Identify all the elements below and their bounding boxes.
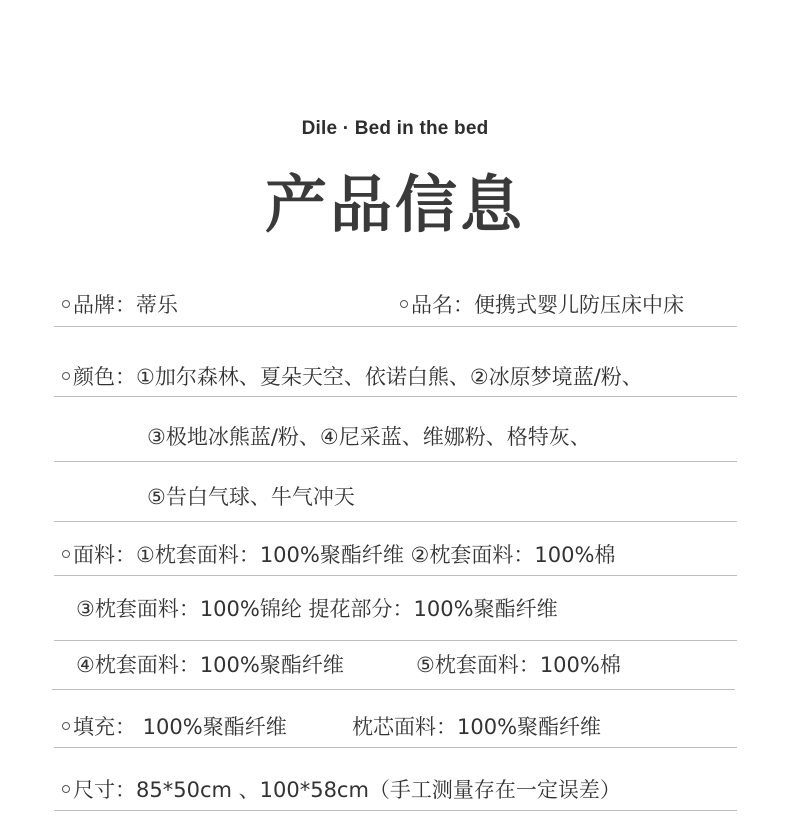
bullet-icon [62, 372, 70, 380]
size-text: 尺寸：85*50cm 、100*58cm（手工测量存在一定误差） [73, 778, 621, 802]
divider [54, 810, 737, 811]
color-text-1: 颜色：①加尔森林、夏朵天空、依诺白熊、②冰原梦境蓝/粉、 [73, 365, 643, 389]
divider [54, 521, 737, 522]
filling-row [62, 712, 287, 742]
divider [54, 747, 737, 748]
bullet-icon [400, 300, 408, 308]
brand-text: 品牌：蒂乐 [73, 293, 178, 317]
pillow-core-text: 枕芯面料：100%聚酯纤维 [352, 715, 602, 739]
fabric-text-3a: ④枕套面料：100%聚酯纤维 [76, 653, 344, 677]
color-row-2 [147, 422, 591, 452]
divider [54, 461, 737, 462]
color-text-2: ③极地冰熊蓝/粉、④尼采蓝、维娜粉、格特灰、 [147, 425, 591, 449]
fabric-text-3b: ⑤枕套面料：100%棉 [416, 653, 621, 677]
divider [54, 640, 737, 641]
divider [52, 689, 735, 690]
pillow-core-row [352, 712, 601, 742]
divider [54, 396, 737, 397]
fabric-text-1: 面料：①枕套面料：100%聚酯纤维 ②枕套面料：100%棉 [73, 543, 616, 567]
divider [54, 326, 737, 327]
bullet-icon [62, 550, 70, 558]
bullet-icon [62, 300, 70, 308]
product-name-text: 品名：便携式婴儿防压床中床 [411, 293, 684, 317]
fabric-row-3b [416, 650, 621, 680]
bullet-icon [62, 722, 70, 730]
divider [54, 575, 737, 576]
page-title: 产品信息 [264, 168, 525, 241]
fabric-row-3a [76, 650, 344, 680]
brand-subtitle: Dile · Bed in the bed [301, 118, 489, 139]
filling-text: 填充： 100%聚酯纤维 [73, 715, 287, 739]
color-row-1 [62, 362, 643, 392]
product-name-row [400, 290, 684, 320]
bullet-icon [62, 785, 70, 793]
fabric-row-2 [76, 594, 558, 624]
size-row [62, 775, 621, 805]
fabric-row-1 [62, 540, 615, 570]
color-text-3: ⑤告白气球、牛气冲天 [147, 485, 355, 509]
brand-row [62, 290, 178, 320]
color-row-3 [147, 482, 355, 512]
fabric-text-2: ③枕套面料：100%锦纶 提花部分：100%聚酯纤维 [76, 597, 558, 621]
